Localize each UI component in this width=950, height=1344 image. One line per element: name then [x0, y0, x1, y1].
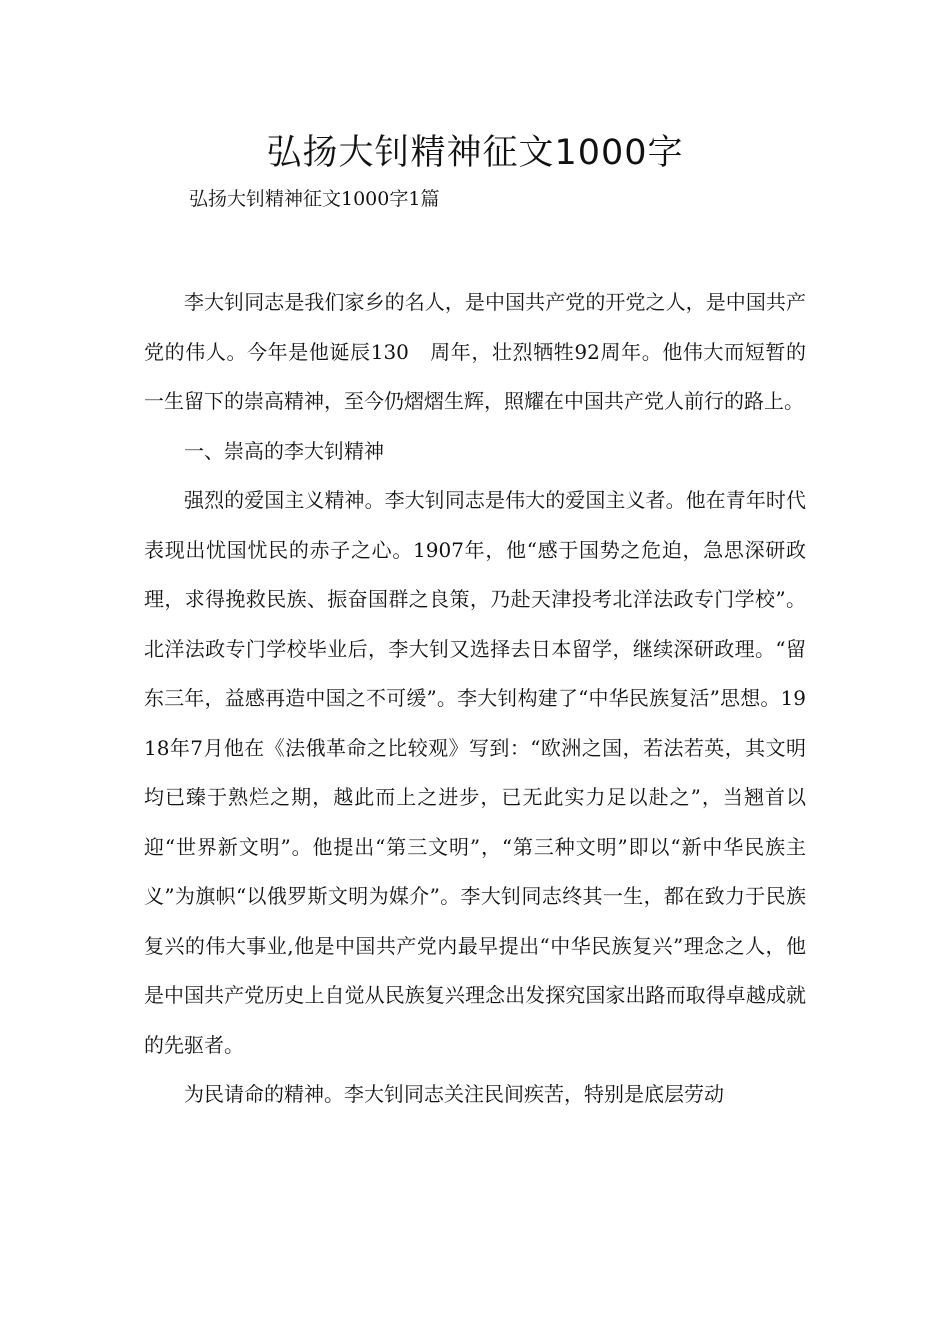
document-body [144, 278, 806, 1120]
document-title: 弘扬大钊精神征文1000字 [266, 133, 684, 173]
document-subtitle: 弘扬大钊精神征文1000字1篇 [189, 188, 440, 210]
paragraph-intro: 李大钊同志是我们家乡的名人，是中国共产党的开党之人，是中国共产党的伟人。今年是他诞辰130 周年，壮烈牺牲92周年。他伟大而短暂的一生留下的崇高精神，至今仍熠熠生辉，照耀在中国共产党人前行的路上。 [144, 290, 806, 413]
paragraph-people: 为民请命的精神。李大钊同志关注民间疾苦，特别是底层劳动 [184, 1082, 724, 1106]
paragraph-patriotism: 强烈的爱国主义精神。李大钊同志是伟大的爱国主义者。他在青年时代表现出忧国忧民的赤子之心。1907年，他“感于国势之危迫，急思深研政理，求得挽救民族、振奋国群之良策，乃赴天津投考北洋法政专门学校”。北洋法政专门学校毕业后，李大钊又选择去日本留学，继续深研政理。“留东三年，益感再造中国之不可缓”。李大钊构建了“中华民族复活”思想。1918年7月他在《法俄革命之比较观》写到：“欧洲之国，若法若英，其文明均已臻于熟烂之期，越此而上之进步，已无此实力足以赴之”，当翘首以迎“世界新文明”。他提出“第三文明”，“第三种文明”即以“新中华民族主义”为旗帜“以俄罗斯文明为媒介”。李大钊同志终其一生，都在致力于民族复兴的伟大事业,他是中国共产党内最早提出“中华民族复兴”理念之人，他是中国共产党历史上自觉从民族复兴理念出发探究国家出路而取得卓越成就的先驱者。 [144, 488, 806, 1057]
section-heading: 一、崇高的李大钊精神 [184, 438, 384, 463]
